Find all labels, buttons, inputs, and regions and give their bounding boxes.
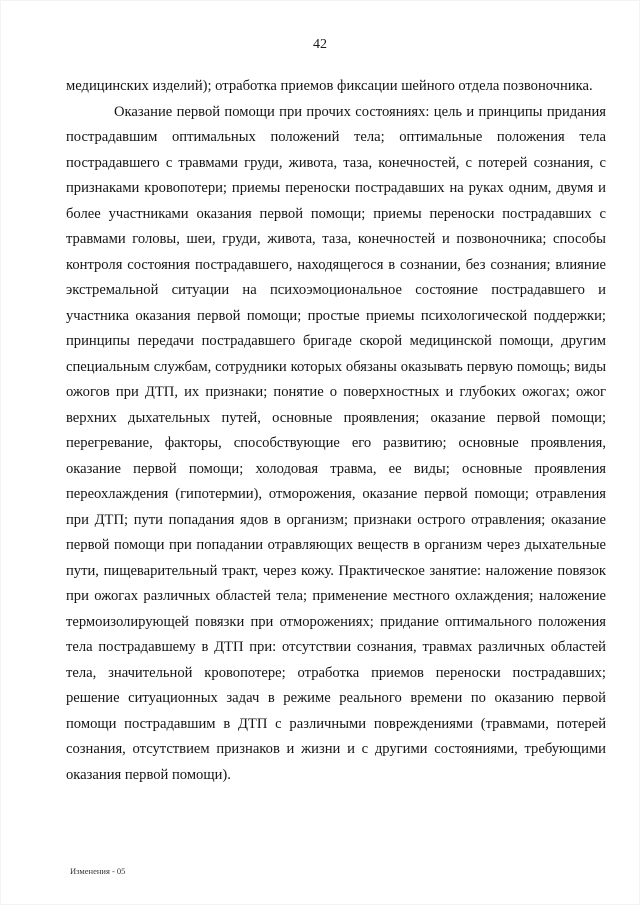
page-number: 42	[313, 37, 327, 52]
body-text	[66, 74, 606, 788]
main-paragraph: Оказание первой помощи при прочих состояниях: цель и принципы придания пострадавшим оптимальных положений тела; оптимальные положения тела пострадавшего с травмами груди, живота, таза, конечностей, с потерей сознания, с признаками кровопотери; приемы переноски пострадавших на руках одним, двумя и более участниками оказания первой помощи; приемы переноски пострадавших с травмами головы, шеи, груди, живота, таза, конечностей и позвоночника; способы контроля состояния пострадавшего, находящегося в сознании, без сознания; влияние экстремальной ситуации на психоэмоциональное состояние пострадавшего и участника оказания первой помощи; простые приемы психологической поддержки; принципы передачи пострадавшего бригаде скорой медицинской помощи, другим специальным службам, сотрудники которых обязаны оказывать первую помощь; виды ожогов при ДТП, их признаки; понятие о поверхностных и глубоких ожогах; ожог верхних дыхательных путей, основные проявления; оказание первой помощи; перегревание, факторы, способствующие его развитию; основные проявления, оказание первой помощи; холодовая травма, ее виды; основные проявления переохлаждения (гипотермии), отморожения, оказание первой помощи; отравления при ДТП; пути попадания ядов в организм; признаки острого отравления; оказание первой помощи при попадании отравляющих веществ в организм через дыхательные пути, пищеварительный тракт, через кожу. Практическое занятие: наложение повязок при ожогах различных областей тела; применение местного охлаждения; наложение термоизолирующей повязки при отморожениях; придание оптимального положения тела пострадавшему в ДТП при: отсутствии сознания, травмах различных областей тела, значительной кровопотере; отработка приемов переноски пострадавших; решение ситуационных задач в режиме реального времени по оказанию первой помощи пострадавшим в ДТП с различными повреждениями (травмами, потерей сознания, отсутствием признаков и жизни и с другими состояниями, требующими оказания первой помощи).	[66, 103, 606, 783]
continuation-paragraph: медицинских изделий); отработка приемов фиксации шейного отдела позвоночника.	[66, 78, 593, 94]
footer-note: Изменения - 05	[70, 866, 126, 876]
